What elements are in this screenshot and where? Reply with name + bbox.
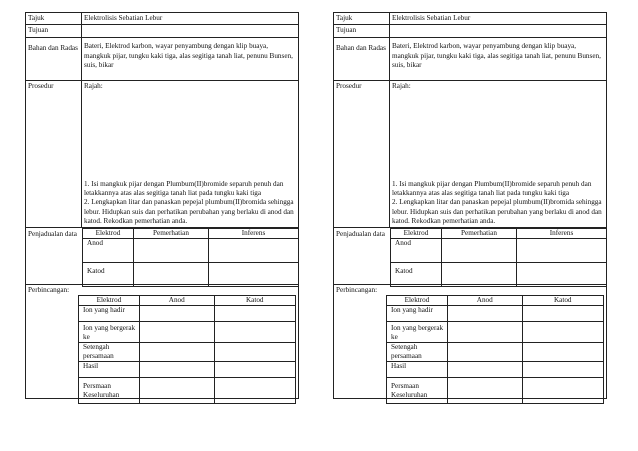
obs-row-label: Anod	[391, 239, 442, 263]
obs-cell[interactable]	[134, 239, 209, 263]
prosedur-row	[334, 81, 606, 228]
disc-cell[interactable]	[448, 306, 523, 322]
observation-table	[82, 228, 299, 287]
table-row	[391, 239, 607, 263]
disc-row-label: Ion yang bergerak ke	[387, 322, 448, 343]
disc-row-label: Persmaan Keseluruhan	[387, 378, 448, 404]
bahan-value: Bateri, Elektrod karbon, wayar penyambung dengan klip buaya, mangkuk pijar, tungku kaki tiga, alas segitiga tanah liat, penunu Bunsen, suis, bikar	[392, 42, 601, 69]
disc-header-elektrod: Elektrod	[387, 296, 448, 306]
obs-row-label: Katod	[391, 263, 442, 287]
table-row	[387, 343, 604, 362]
worksheet-left	[25, 12, 299, 399]
table-row	[387, 378, 604, 404]
prosedur-label: Prosedur	[28, 82, 54, 90]
discussion-table	[386, 295, 604, 404]
table-row	[83, 263, 299, 287]
table-row	[391, 263, 607, 287]
obs-header-pemerhatian: Pemerhatian	[134, 229, 209, 239]
disc-row-label: Ion yang hadir	[387, 306, 448, 322]
penjadualan-row	[334, 228, 606, 285]
worksheet-right	[333, 12, 607, 399]
obs-header-pemerhatian: Pemerhatian	[442, 229, 517, 239]
obs-header-elektrod: Elektrod	[83, 229, 134, 239]
step-2: 2. Lengkapkan litar dan panaskan pepejal plumbum(II)bromida sehingga lebur. Hidupkan suis dan perhatikan perubahan yang berlaku di anod dan katod. Rekodkan pemerhatian anda.	[392, 198, 602, 225]
penjadualan-label: Penjadualan data	[336, 230, 385, 238]
bahan-label: Bahan dan Radas	[336, 44, 386, 52]
perbincangan-row	[334, 285, 606, 398]
obs-cell[interactable]	[209, 263, 299, 287]
obs-cell[interactable]	[442, 239, 517, 263]
disc-header-row	[387, 296, 604, 306]
rajah-label: Rajah:	[392, 82, 411, 90]
disc-header-anod: Anod	[448, 296, 523, 306]
perbincangan-label: Perbincangan:	[336, 286, 378, 294]
obs-header-row	[83, 229, 299, 239]
tajuk-row	[26, 13, 298, 25]
table-row	[79, 343, 296, 362]
penjadualan-row	[26, 228, 298, 285]
disc-row-label: Hasil	[79, 362, 140, 378]
disc-cell[interactable]	[522, 343, 604, 362]
table-row	[83, 239, 299, 263]
disc-cell[interactable]	[214, 322, 296, 343]
disc-header-row	[79, 296, 296, 306]
tujuan-row	[26, 25, 298, 38]
disc-cell[interactable]	[140, 378, 215, 404]
obs-header-inferens: Inferens	[517, 229, 607, 239]
disc-cell[interactable]	[522, 378, 604, 404]
prosedur-row	[26, 81, 298, 228]
disc-cell[interactable]	[522, 322, 604, 343]
discussion-table	[78, 295, 296, 404]
disc-cell[interactable]	[522, 362, 604, 378]
tajuk-label: Tajuk	[336, 14, 353, 22]
prosedur-label: Prosedur	[336, 82, 362, 90]
rajah-label: Rajah:	[84, 82, 103, 90]
procedure-steps	[84, 180, 294, 226]
disc-row-label: Ion yang hadir	[79, 306, 140, 322]
disc-cell[interactable]	[448, 362, 523, 378]
perbincangan-label: Perbincangan:	[28, 286, 70, 294]
obs-cell[interactable]	[209, 239, 299, 263]
observation-table	[390, 228, 607, 287]
disc-cell[interactable]	[214, 362, 296, 378]
disc-row-label: Hasil	[387, 362, 448, 378]
disc-cell[interactable]	[140, 343, 215, 362]
obs-header-row	[391, 229, 607, 239]
tajuk-label: Tajuk	[28, 14, 45, 22]
disc-cell[interactable]	[448, 343, 523, 362]
tujuan-label: Tujuan	[336, 26, 357, 34]
disc-header-elektrod: Elektrod	[79, 296, 140, 306]
procedure-steps	[392, 180, 602, 226]
tujuan-row	[334, 25, 606, 38]
disc-header-katod: Katod	[522, 296, 604, 306]
obs-cell[interactable]	[517, 263, 607, 287]
tajuk-value: Elektrolisis Sebatian Lebur	[84, 14, 163, 22]
disc-row-label: Setengah persamaan	[387, 343, 448, 362]
disc-cell[interactable]	[140, 306, 215, 322]
disc-cell[interactable]	[140, 362, 215, 378]
table-row	[79, 378, 296, 404]
tajuk-row	[334, 13, 606, 25]
bahan-row	[26, 38, 298, 81]
tujuan-label: Tujuan	[28, 26, 49, 34]
disc-row-label: Persmaan Keseluruhan	[79, 378, 140, 404]
disc-row-label: Ion yang bergerak ke	[79, 322, 140, 343]
step-1: 1. Isi mangkuk pijar dengan Plumbum(II)bromide separuh penuh dan letakkannya atas alas segitiga tanah liat pada tungku kaki tiga	[392, 179, 592, 198]
obs-cell[interactable]	[517, 239, 607, 263]
table-row	[79, 306, 296, 322]
disc-cell[interactable]	[448, 322, 523, 343]
obs-cell[interactable]	[442, 263, 517, 287]
obs-row-label: Katod	[83, 263, 134, 287]
disc-cell[interactable]	[214, 343, 296, 362]
disc-cell[interactable]	[140, 322, 215, 343]
disc-header-katod: Katod	[214, 296, 296, 306]
obs-row-label: Anod	[83, 239, 134, 263]
obs-cell[interactable]	[134, 263, 209, 287]
table-row	[79, 322, 296, 343]
bahan-label: Bahan dan Radas	[28, 44, 78, 52]
table-row	[387, 322, 604, 343]
bahan-value: Bateri, Elektrod karbon, wayar penyambung dengan klip buaya, mangkuk pijar, tungku kaki tiga, alas segitiga tanah liat, penunu Bunsen, suis, bikar	[84, 42, 293, 69]
bahan-row	[334, 38, 606, 81]
tajuk-value: Elektrolisis Sebatian Lebur	[392, 14, 471, 22]
perbincangan-row	[26, 285, 298, 398]
disc-cell[interactable]	[214, 306, 296, 322]
obs-header-inferens: Inferens	[209, 229, 299, 239]
obs-header-elektrod: Elektrod	[391, 229, 442, 239]
disc-row-label: Setengah persamaan	[79, 343, 140, 362]
table-row	[387, 362, 604, 378]
disc-header-anod: Anod	[140, 296, 215, 306]
step-1: 1. Isi mangkuk pijar dengan Plumbum(II)bromide separuh penuh dan letakkannya atas alas segitiga tanah liat pada tungku kaki tiga	[84, 179, 284, 198]
disc-cell[interactable]	[522, 306, 604, 322]
step-2: 2. Lengkapkan litar dan panaskan pepejal plumbum(II)bromida sehingga lebur. Hidupkan suis dan perhatikan perubahan yang berlaku di anod dan katod. Rekodkan pemerhatian anda.	[84, 198, 294, 225]
table-row	[387, 306, 604, 322]
table-row	[79, 362, 296, 378]
penjadualan-label: Penjadualan data	[28, 230, 77, 238]
disc-cell[interactable]	[448, 378, 523, 404]
disc-cell[interactable]	[214, 378, 296, 404]
